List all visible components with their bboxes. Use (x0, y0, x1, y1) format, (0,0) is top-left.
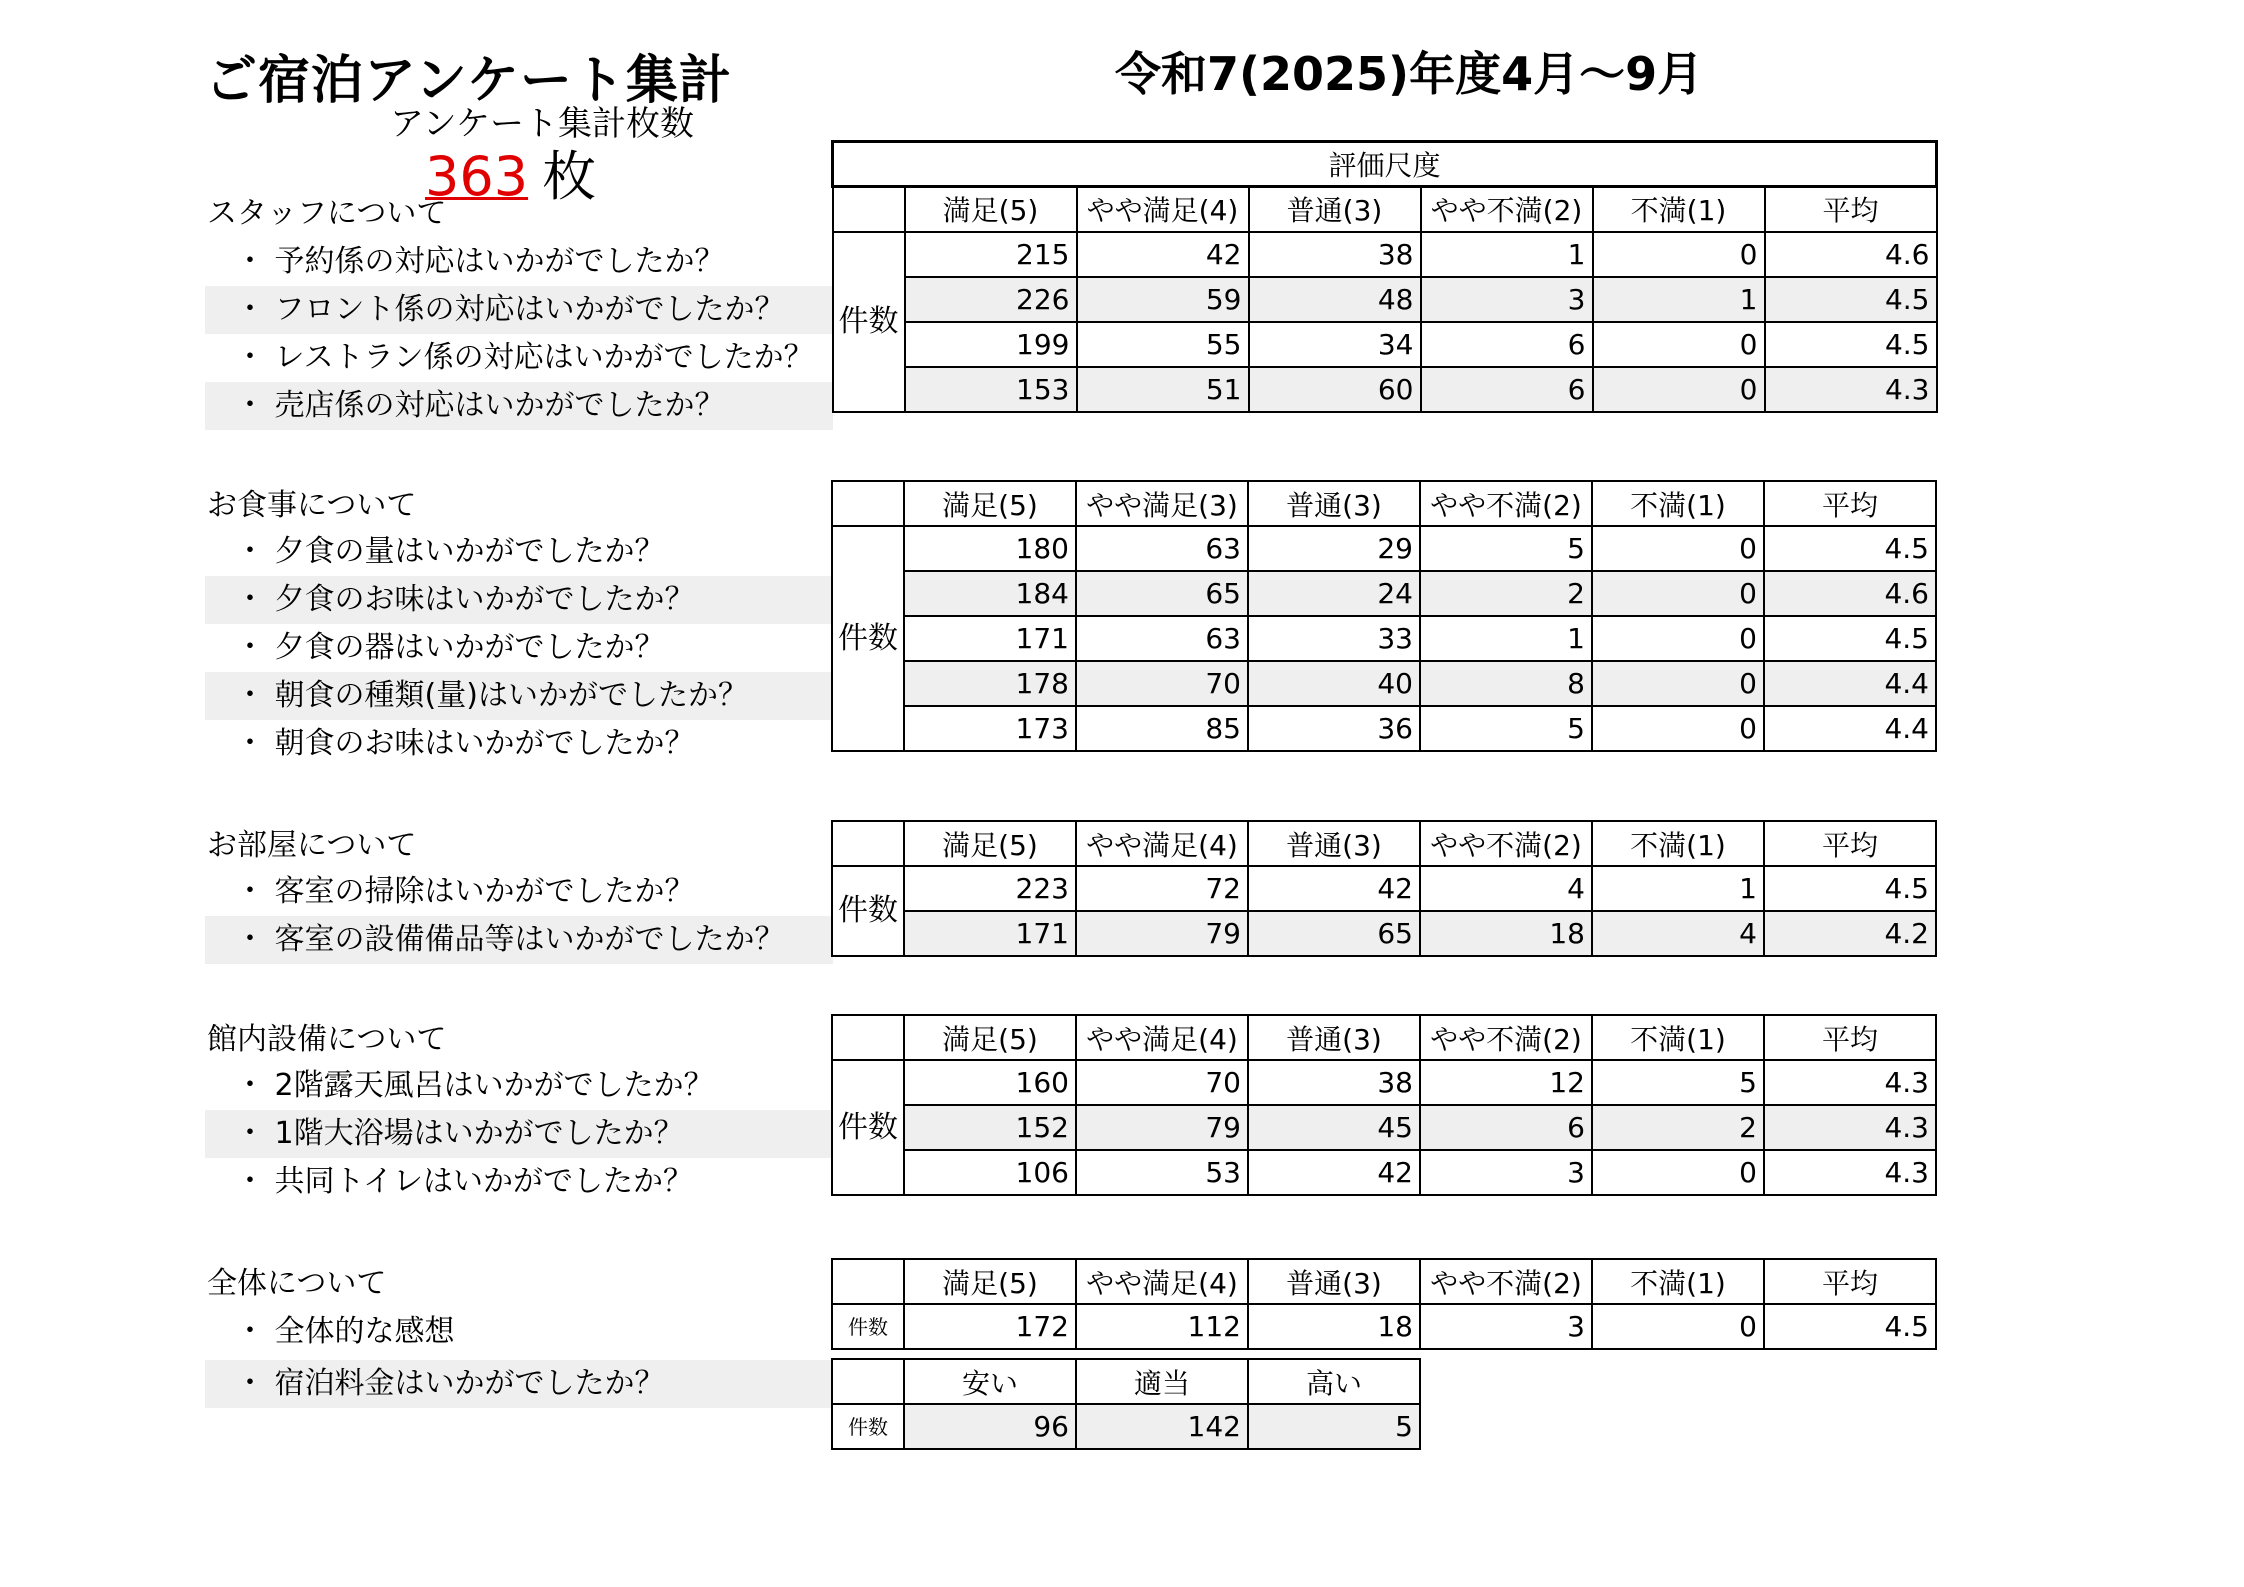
cell: 33 (1248, 616, 1420, 661)
count-side-label: 件数 (832, 1304, 904, 1349)
header-somewhat-dissatisfied: やや不満(2) (1420, 481, 1592, 526)
cell: 42 (1077, 232, 1249, 277)
survey-count-value: 363 (425, 145, 529, 208)
question-meal-2: ・ 夕食のお味はいかがでしたか？ (205, 576, 833, 624)
header-blank (832, 1259, 904, 1304)
header-satisfied: 満足(5) (904, 1015, 1076, 1060)
question-staff-4: ・ 売店係の対応はいかがでしたか？ (205, 382, 833, 430)
count-side-label: 件数 (832, 1060, 904, 1195)
cell: 0 (1592, 616, 1764, 661)
header-somewhat-satisfied: やや満足(4) (1077, 187, 1249, 232)
cell-average: 4.4 (1764, 706, 1936, 751)
question-overall-2: ・ 宿泊料金はいかがでしたか？ (205, 1360, 833, 1408)
cell: 0 (1593, 367, 1765, 412)
header-dissatisfied: 不満(1) (1592, 1259, 1764, 1304)
cell: 65 (1076, 571, 1248, 616)
count-side-label: 件数 (832, 866, 904, 956)
header-somewhat-satisfied: やや満足(4) (1076, 1259, 1248, 1304)
count-side-label: 件数 (832, 526, 904, 751)
header-satisfied: 満足(5) (904, 481, 1076, 526)
cell: 5 (1248, 1404, 1420, 1449)
cell: 0 (1592, 1150, 1764, 1195)
cell: 24 (1248, 571, 1420, 616)
header-blank (832, 1015, 904, 1060)
header-blank (832, 481, 904, 526)
cell: 42 (1248, 1150, 1420, 1195)
cell: 1 (1593, 277, 1765, 322)
section-title-overall: 全体について (207, 1266, 387, 1301)
cell: 38 (1249, 232, 1421, 277)
cell: 5 (1420, 706, 1592, 751)
cell: 2 (1592, 1105, 1764, 1150)
cell: 45 (1248, 1105, 1420, 1150)
cell: 2 (1420, 571, 1592, 616)
survey-count (425, 134, 596, 211)
header-average: 平均 (1764, 821, 1936, 866)
header-neutral: 普通(3) (1248, 821, 1420, 866)
cell: 18 (1420, 911, 1592, 956)
cell: 3 (1421, 277, 1593, 322)
scale-title: 評価尺度 (833, 142, 1937, 187)
cell: 51 (1077, 367, 1249, 412)
cell: 79 (1076, 911, 1248, 956)
question-room-2: ・ 客室の設備備品等はいかがでしたか？ (205, 916, 833, 964)
cell: 199 (905, 322, 1077, 367)
cell-average: 4.6 (1764, 571, 1936, 616)
cell: 70 (1076, 661, 1248, 706)
cell: 18 (1248, 1304, 1420, 1349)
header-neutral: 普通(3) (1249, 187, 1421, 232)
cell: 12 (1420, 1060, 1592, 1105)
cell: 3 (1420, 1304, 1592, 1349)
header-somewhat-dissatisfied: やや不満(2) (1420, 821, 1592, 866)
cell: 223 (904, 866, 1076, 911)
cell-average: 4.5 (1765, 277, 1937, 322)
cell: 106 (904, 1150, 1076, 1195)
cell: 171 (904, 911, 1076, 956)
cell: 0 (1592, 526, 1764, 571)
cell: 5 (1420, 526, 1592, 571)
cell: 180 (904, 526, 1076, 571)
cell: 53 (1076, 1150, 1248, 1195)
cell-average: 4.6 (1765, 232, 1937, 277)
question-room-1: ・ 客室の掃除はいかがでしたか？ (235, 874, 695, 909)
facility-table (831, 1014, 1937, 1196)
section-title-facility: 館内設備について (207, 1022, 447, 1057)
overall-table (831, 1258, 1937, 1350)
cell: 4 (1420, 866, 1592, 911)
count-side-label: 件数 (832, 1404, 904, 1449)
cell: 0 (1592, 571, 1764, 616)
header-blank (832, 1359, 904, 1404)
question-meal-4: ・ 朝食の種類(量)はいかがでしたか？ (205, 672, 833, 720)
cell-average: 4.4 (1764, 661, 1936, 706)
cell: 0 (1593, 322, 1765, 367)
header-somewhat-dissatisfied: やや不満(2) (1421, 187, 1593, 232)
question-meal-1: ・ 夕食の量はいかがでしたか？ (235, 534, 665, 569)
cell: 1 (1592, 866, 1764, 911)
cell: 5 (1592, 1060, 1764, 1105)
survey-period: 令和7(2025)年度4月～9月 (1115, 47, 1704, 101)
cell: 160 (904, 1060, 1076, 1105)
cell: 172 (904, 1304, 1076, 1349)
header-average: 平均 (1765, 187, 1937, 232)
cell: 79 (1076, 1105, 1248, 1150)
cell: 63 (1076, 616, 1248, 661)
survey-count-unit: 枚 (542, 145, 597, 208)
header-somewhat-dissatisfied: やや不満(2) (1420, 1015, 1592, 1060)
question-staff-2: ・ フロント係の対応はいかがでしたか？ (205, 286, 833, 334)
cell: 6 (1421, 367, 1593, 412)
header-reasonable: 適当 (1076, 1359, 1248, 1404)
cell: 63 (1076, 526, 1248, 571)
cell: 153 (905, 367, 1077, 412)
room-table (831, 820, 1937, 957)
header-somewhat-satisfied: やや満足(4) (1076, 821, 1248, 866)
cell: 142 (1076, 1404, 1248, 1449)
question-meal-5: ・ 朝食のお味はいかがでしたか？ (235, 726, 695, 761)
cell: 40 (1248, 661, 1420, 706)
cell: 215 (905, 232, 1077, 277)
cell-average: 4.3 (1765, 367, 1937, 412)
header-satisfied: 満足(5) (905, 187, 1077, 232)
staff-table (831, 140, 1938, 413)
cell: 8 (1420, 661, 1592, 706)
header-blank (832, 821, 904, 866)
header-neutral: 普通(3) (1248, 1259, 1420, 1304)
header-neutral: 普通(3) (1248, 1015, 1420, 1060)
cell-average: 4.2 (1764, 911, 1936, 956)
header-expensive: 高い (1248, 1359, 1420, 1404)
header-average: 平均 (1764, 1015, 1936, 1060)
cell: 42 (1248, 866, 1420, 911)
count-side-label: 件数 (833, 232, 905, 412)
cell: 0 (1592, 661, 1764, 706)
section-title-meal: お食事について (207, 488, 417, 523)
header-dissatisfied: 不満(1) (1593, 187, 1765, 232)
question-meal-3: ・ 夕食の器はいかがでしたか？ (235, 630, 665, 665)
cell: 3 (1420, 1150, 1592, 1195)
cell: 173 (904, 706, 1076, 751)
cell: 184 (904, 571, 1076, 616)
cell: 226 (905, 277, 1077, 322)
cell: 178 (904, 661, 1076, 706)
question-facility-1: ・ 2階露天風呂はいかがでしたか？ (235, 1068, 714, 1103)
cell: 85 (1076, 706, 1248, 751)
cell: 60 (1249, 367, 1421, 412)
cell: 38 (1248, 1060, 1420, 1105)
section-title-room: お部屋について (207, 828, 417, 863)
header-satisfied: 満足(5) (904, 821, 1076, 866)
header-somewhat-satisfied: やや満足(3) (1076, 481, 1248, 526)
page-title: ご宿泊アンケート集計 (205, 51, 732, 111)
cell-average: 4.5 (1765, 322, 1937, 367)
cell-average: 4.5 (1764, 616, 1936, 661)
cell: 112 (1076, 1304, 1248, 1349)
cell: 55 (1077, 322, 1249, 367)
question-overall-1: ・ 全体的な感想 (235, 1314, 455, 1349)
cell: 1 (1421, 232, 1593, 277)
header-somewhat-satisfied: やや満足(4) (1076, 1015, 1248, 1060)
header-somewhat-dissatisfied: やや不満(2) (1420, 1259, 1592, 1304)
cell: 65 (1248, 911, 1420, 956)
header-dissatisfied: 不満(1) (1592, 1015, 1764, 1060)
cell: 6 (1420, 1105, 1592, 1150)
cell: 152 (904, 1105, 1076, 1150)
question-facility-3: ・ 共同トイレはいかがでしたか？ (235, 1164, 694, 1199)
price-table (831, 1358, 1421, 1450)
cell: 29 (1248, 526, 1420, 571)
question-staff-3: ・ レストラン係の対応はいかがでしたか？ (235, 340, 814, 375)
question-staff-1: ・ 予約係の対応はいかがでしたか？ (235, 244, 725, 279)
cell-average: 4.5 (1764, 526, 1936, 571)
survey-count-label: アンケート集計枚数 (390, 104, 694, 144)
header-dissatisfied: 不満(1) (1592, 481, 1764, 526)
header-satisfied: 満足(5) (904, 1259, 1076, 1304)
header-neutral: 普通(3) (1248, 481, 1420, 526)
cell: 72 (1076, 866, 1248, 911)
cell-average: 4.5 (1764, 866, 1936, 911)
cell-average: 4.5 (1764, 1304, 1936, 1349)
cell: 171 (904, 616, 1076, 661)
header-cheap: 安い (904, 1359, 1076, 1404)
cell-average: 4.3 (1764, 1150, 1936, 1195)
cell-average: 4.3 (1764, 1060, 1936, 1105)
cell: 34 (1249, 322, 1421, 367)
cell: 0 (1592, 1304, 1764, 1349)
meal-table (831, 480, 1937, 752)
cell-average: 4.3 (1764, 1105, 1936, 1150)
header-blank (833, 187, 905, 232)
section-title-staff: スタッフについて (207, 196, 447, 231)
cell: 0 (1593, 232, 1765, 277)
cell: 70 (1076, 1060, 1248, 1105)
header-average: 平均 (1764, 1259, 1936, 1304)
cell: 4 (1592, 911, 1764, 956)
header-dissatisfied: 不満(1) (1592, 821, 1764, 866)
header-average: 平均 (1764, 481, 1936, 526)
cell: 1 (1420, 616, 1592, 661)
question-facility-2: ・ 1階大浴場はいかがでしたか？ (205, 1110, 833, 1158)
cell: 96 (904, 1404, 1076, 1449)
cell: 36 (1248, 706, 1420, 751)
cell: 6 (1421, 322, 1593, 367)
cell: 59 (1077, 277, 1249, 322)
cell: 0 (1592, 706, 1764, 751)
cell: 48 (1249, 277, 1421, 322)
